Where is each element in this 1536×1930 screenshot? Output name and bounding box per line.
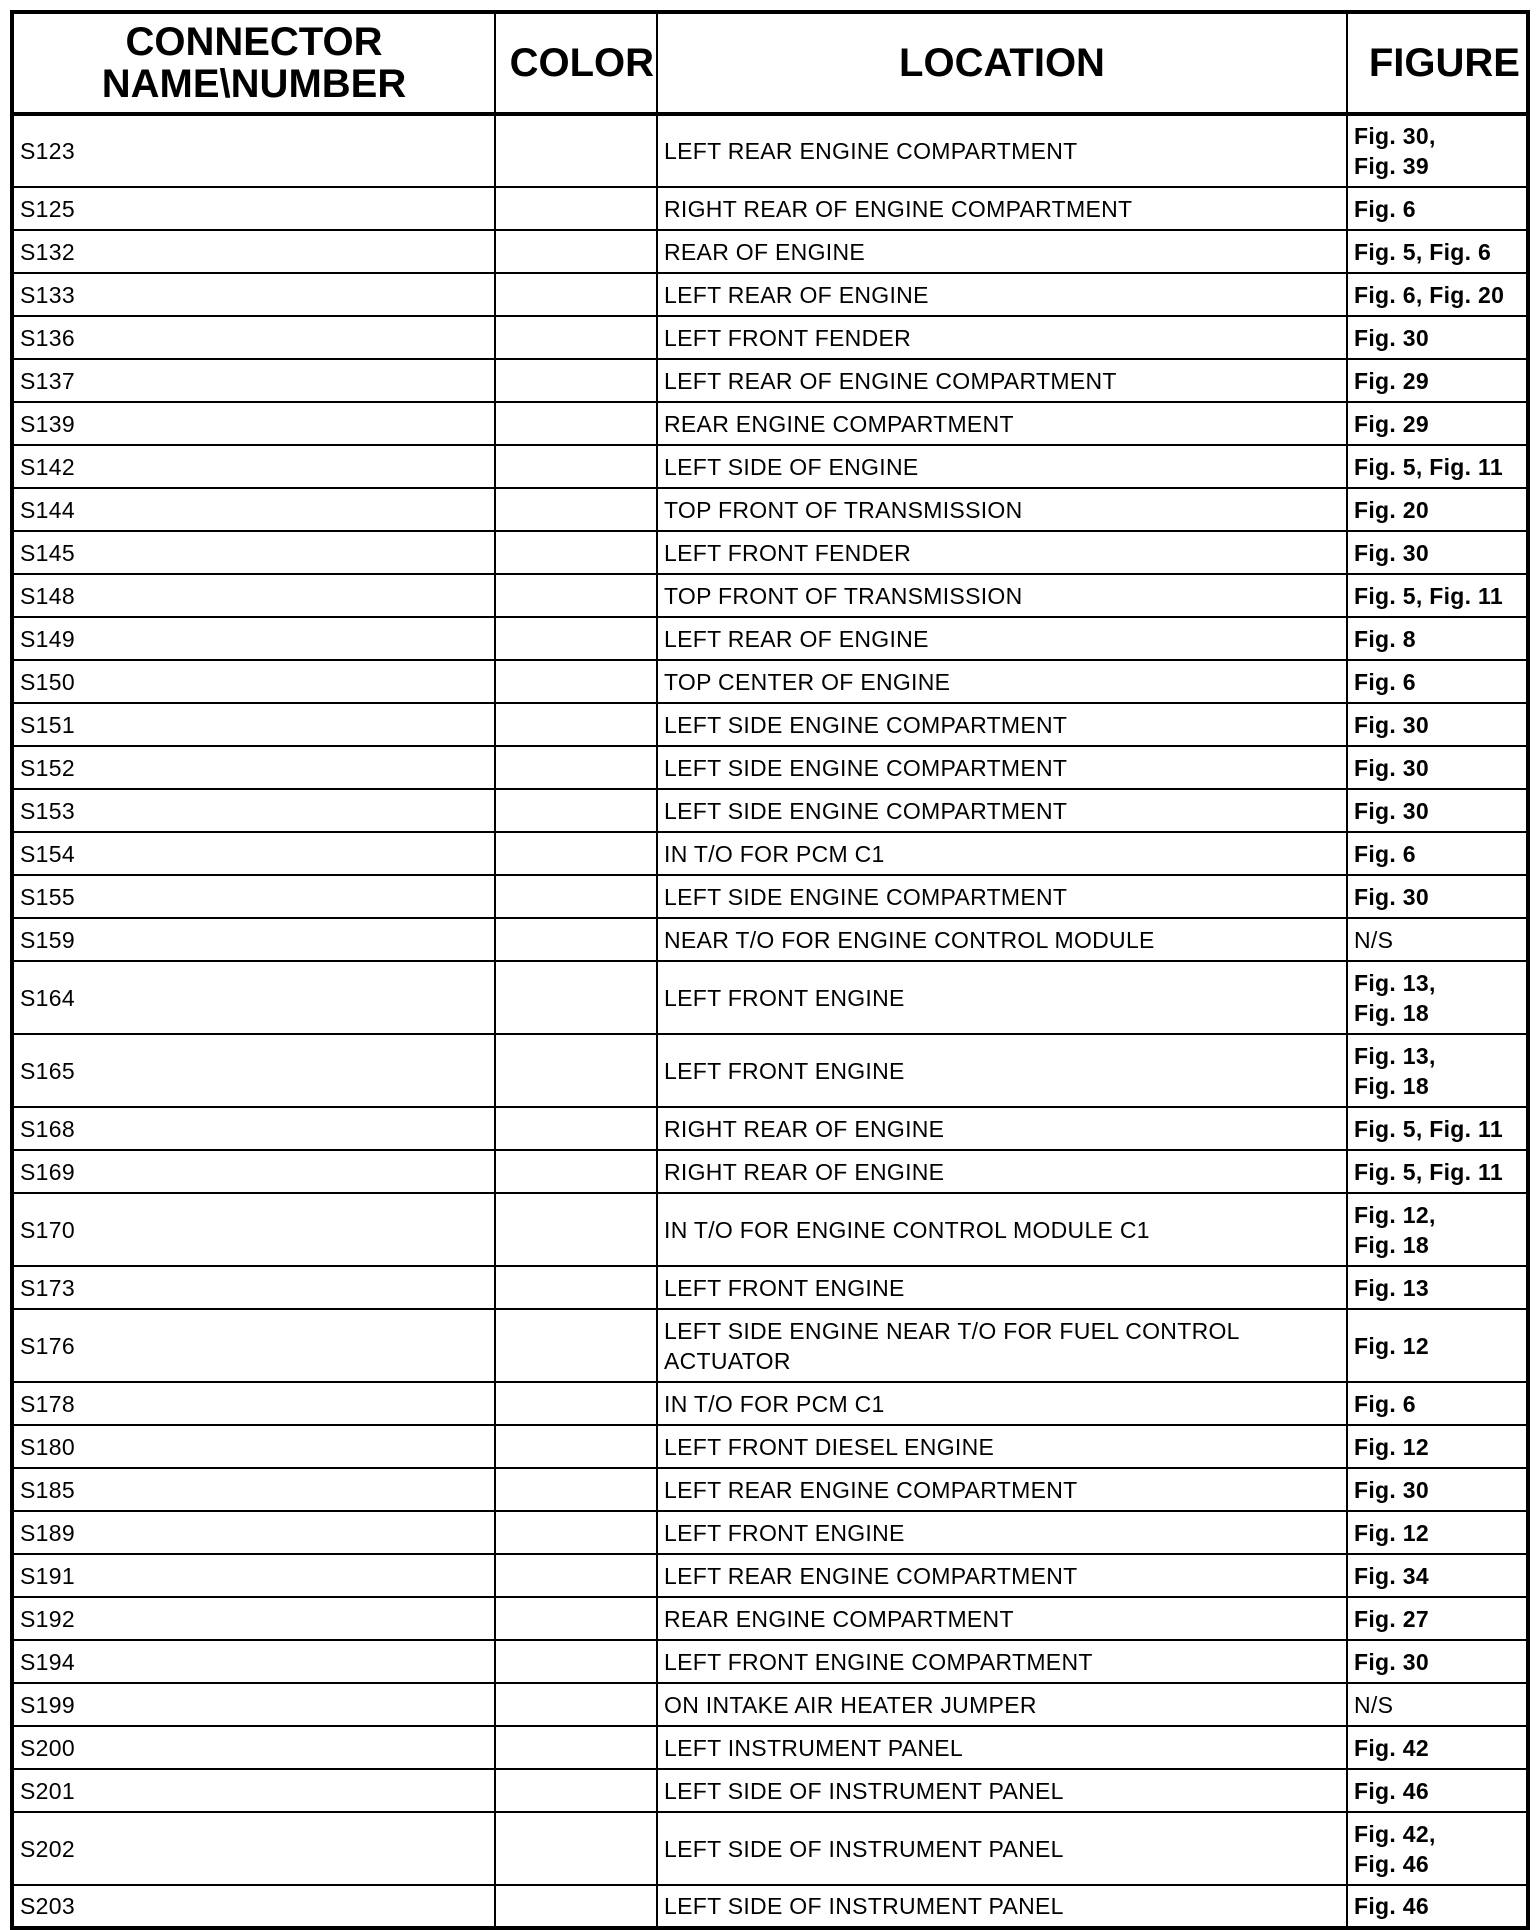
table-row — [12, 1683, 1528, 1726]
location-cell: NEAR T/O FOR ENGINE CONTROL MODULE — [657, 918, 1347, 961]
connector-name-cell: S191 — [12, 1554, 495, 1597]
figure-cell — [1347, 359, 1528, 402]
color-cell — [495, 1726, 657, 1769]
header-connector-line2: NAME\NUMBER — [101, 62, 407, 106]
connector-name-cell: S133 — [12, 273, 495, 316]
figure-ref: Fig. 27 — [1354, 1605, 1429, 1632]
table-row — [12, 660, 1528, 703]
table-row — [12, 1425, 1528, 1468]
figure-cell — [1347, 832, 1528, 875]
color-cell — [495, 187, 657, 230]
figure-ref: Fig. 6 — [1354, 1390, 1416, 1417]
table-header — [12, 12, 1528, 114]
color-cell — [495, 230, 657, 273]
table-row — [12, 703, 1528, 746]
color-cell — [495, 1425, 657, 1468]
connector-name-cell: S185 — [12, 1468, 495, 1511]
figure-ref: Fig. 30 — [1354, 797, 1429, 824]
figure-ref: N/S — [1354, 1691, 1394, 1718]
location-cell: LEFT FRONT ENGINE — [657, 961, 1347, 1034]
connector-name-cell: S152 — [12, 746, 495, 789]
connector-name-cell: S123 — [12, 114, 495, 187]
color-cell — [495, 746, 657, 789]
color-cell — [495, 1309, 657, 1382]
location-cell: LEFT REAR ENGINE COMPARTMENT — [657, 114, 1347, 187]
color-cell — [495, 531, 657, 574]
location-cell: IN T/O FOR PCM C1 — [657, 1382, 1347, 1425]
color-cell — [495, 961, 657, 1034]
location-cell: RIGHT REAR OF ENGINE — [657, 1150, 1347, 1193]
connector-name-cell: S148 — [12, 574, 495, 617]
connector-name-cell: S125 — [12, 187, 495, 230]
figure-cell — [1347, 531, 1528, 574]
color-cell — [495, 617, 657, 660]
color-cell — [495, 789, 657, 832]
figure-ref: Fig. 42 — [1354, 1734, 1429, 1761]
color-cell — [495, 1150, 657, 1193]
figure-ref: Fig. 18 — [1354, 999, 1429, 1026]
figure-ref: Fig. 5, Fig. 11 — [1354, 453, 1503, 480]
location-cell: RIGHT REAR OF ENGINE COMPARTMENT — [657, 187, 1347, 230]
table-row — [12, 531, 1528, 574]
table-row — [12, 1812, 1528, 1885]
connector-name-cell: S142 — [12, 445, 495, 488]
table-row — [12, 187, 1528, 230]
location-cell: LEFT INSTRUMENT PANEL — [657, 1726, 1347, 1769]
color-cell — [495, 1193, 657, 1266]
location-cell: LEFT FRONT ENGINE — [657, 1511, 1347, 1554]
color-cell — [495, 660, 657, 703]
figure-ref: Fig. 30 — [1354, 1476, 1429, 1503]
table-row — [12, 273, 1528, 316]
color-cell — [495, 1640, 657, 1683]
location-cell: TOP FRONT OF TRANSMISSION — [657, 574, 1347, 617]
color-cell — [495, 402, 657, 445]
location-cell: LEFT REAR OF ENGINE COMPARTMENT — [657, 359, 1347, 402]
figure-cell — [1347, 488, 1528, 531]
figure-ref: Fig. 6, Fig. 20 — [1354, 281, 1505, 308]
location-cell: LEFT SIDE OF INSTRUMENT PANEL — [657, 1885, 1347, 1928]
table-row — [12, 574, 1528, 617]
connector-name-cell: S159 — [12, 918, 495, 961]
table-row — [12, 1150, 1528, 1193]
connector-name-cell: S144 — [12, 488, 495, 531]
header-connector-name — [12, 12, 495, 114]
location-cell: REAR ENGINE COMPARTMENT — [657, 402, 1347, 445]
figure-cell — [1347, 1193, 1528, 1266]
figure-ref: Fig. 5, Fig. 11 — [1354, 1158, 1503, 1185]
figure-ref: Fig. 42, — [1354, 1820, 1436, 1847]
location-cell: LEFT FRONT ENGINE — [657, 1034, 1347, 1107]
table-row — [12, 875, 1528, 918]
location-cell: REAR OF ENGINE — [657, 230, 1347, 273]
figure-cell — [1347, 789, 1528, 832]
figure-ref: Fig. 12 — [1354, 1433, 1429, 1460]
header-row — [12, 12, 1528, 114]
color-cell — [495, 832, 657, 875]
color-cell — [495, 1266, 657, 1309]
connector-name-cell: S168 — [12, 1107, 495, 1150]
figure-cell — [1347, 961, 1528, 1034]
figure-ref: Fig. 30 — [1354, 711, 1429, 738]
location-cell: LEFT REAR ENGINE COMPARTMENT — [657, 1468, 1347, 1511]
figure-ref: Fig. 13, — [1354, 969, 1436, 996]
connector-name-cell: S203 — [12, 1885, 495, 1928]
connector-name-cell: S137 — [12, 359, 495, 402]
table-row — [12, 1468, 1528, 1511]
color-cell — [495, 445, 657, 488]
connector-name-cell: S155 — [12, 875, 495, 918]
figure-ref: Fig. 18 — [1354, 1231, 1429, 1258]
table-row — [12, 114, 1528, 187]
table-row — [12, 1266, 1528, 1309]
connector-name-cell: S194 — [12, 1640, 495, 1683]
location-cell: IN T/O FOR ENGINE CONTROL MODULE C1 — [657, 1193, 1347, 1266]
figure-cell — [1347, 1769, 1528, 1812]
connector-name-cell: S201 — [12, 1769, 495, 1812]
color-cell — [495, 1511, 657, 1554]
connector-name-cell: S149 — [12, 617, 495, 660]
connector-name-cell: S200 — [12, 1726, 495, 1769]
connector-name-cell: S154 — [12, 832, 495, 875]
table-row — [12, 1640, 1528, 1683]
connector-name-cell: S189 — [12, 1511, 495, 1554]
color-cell — [495, 1468, 657, 1511]
location-cell: IN T/O FOR PCM C1 — [657, 832, 1347, 875]
figure-cell — [1347, 1511, 1528, 1554]
color-cell — [495, 1554, 657, 1597]
figure-cell — [1347, 1425, 1528, 1468]
figure-ref: Fig. 30 — [1354, 754, 1429, 781]
figure-ref: Fig. 30 — [1354, 324, 1429, 351]
connector-location-table — [10, 10, 1530, 1930]
figure-ref: Fig. 46 — [1354, 1777, 1429, 1804]
figure-cell — [1347, 617, 1528, 660]
location-cell: LEFT SIDE ENGINE COMPARTMENT — [657, 875, 1347, 918]
color-cell — [495, 703, 657, 746]
table-row — [12, 402, 1528, 445]
location-cell: LEFT REAR OF ENGINE — [657, 273, 1347, 316]
connector-name-cell: S178 — [12, 1382, 495, 1425]
color-cell — [495, 114, 657, 187]
color-cell — [495, 1812, 657, 1885]
location-cell: LEFT SIDE OF INSTRUMENT PANEL — [657, 1812, 1347, 1885]
figure-cell — [1347, 1597, 1528, 1640]
figure-cell — [1347, 114, 1528, 187]
figure-ref: Fig. 20 — [1354, 496, 1429, 523]
table-row — [12, 789, 1528, 832]
table-row — [12, 359, 1528, 402]
figure-ref: Fig. 30 — [1354, 883, 1429, 910]
color-cell — [495, 1034, 657, 1107]
table-row — [12, 1726, 1528, 1769]
table-row — [12, 1309, 1528, 1382]
color-cell — [495, 1107, 657, 1150]
figure-cell — [1347, 187, 1528, 230]
figure-cell — [1347, 316, 1528, 359]
location-cell: LEFT FRONT ENGINE — [657, 1266, 1347, 1309]
figure-ref: Fig. 46 — [1354, 1893, 1429, 1919]
location-cell: TOP CENTER OF ENGINE — [657, 660, 1347, 703]
table-row — [12, 316, 1528, 359]
figure-cell — [1347, 1034, 1528, 1107]
figure-cell — [1347, 230, 1528, 273]
table-row — [12, 961, 1528, 1034]
figure-ref: Fig. 5, Fig. 11 — [1354, 582, 1503, 609]
table-row — [12, 1554, 1528, 1597]
color-cell — [495, 1885, 657, 1928]
color-cell — [495, 273, 657, 316]
figure-ref: Fig. 30 — [1354, 1648, 1429, 1675]
figure-ref: Fig. 6 — [1354, 840, 1416, 867]
figure-ref: Fig. 30, — [1354, 123, 1436, 149]
figure-ref: Fig. 13 — [1354, 1274, 1429, 1301]
connector-name-cell: S136 — [12, 316, 495, 359]
figure-cell — [1347, 445, 1528, 488]
connector-name-cell: S151 — [12, 703, 495, 746]
header-location: LOCATION — [657, 12, 1347, 114]
figure-ref: Fig. 34 — [1354, 1562, 1429, 1589]
figure-ref: Fig. 46 — [1354, 1850, 1429, 1877]
figure-cell — [1347, 746, 1528, 789]
color-cell — [495, 918, 657, 961]
location-cell: LEFT REAR ENGINE COMPARTMENT — [657, 1554, 1347, 1597]
connector-name-cell: S150 — [12, 660, 495, 703]
figure-ref: Fig. 13, — [1354, 1042, 1436, 1069]
location-cell: TOP FRONT OF TRANSMISSION — [657, 488, 1347, 531]
figure-cell — [1347, 402, 1528, 445]
figure-cell — [1347, 1683, 1528, 1726]
color-cell — [495, 1597, 657, 1640]
color-cell — [495, 316, 657, 359]
color-cell — [495, 1769, 657, 1812]
location-cell: LEFT SIDE ENGINE COMPARTMENT — [657, 746, 1347, 789]
table-row — [12, 617, 1528, 660]
table-row — [12, 1034, 1528, 1107]
table-body — [12, 114, 1528, 1928]
figure-ref: Fig. 6 — [1354, 195, 1416, 222]
figure-cell — [1347, 1885, 1528, 1928]
figure-cell — [1347, 1640, 1528, 1683]
color-cell — [495, 574, 657, 617]
connector-name-cell: S165 — [12, 1034, 495, 1107]
figure-ref: Fig. 6 — [1354, 668, 1416, 695]
figure-ref: Fig. 29 — [1354, 367, 1429, 394]
location-cell: RIGHT REAR OF ENGINE — [657, 1107, 1347, 1150]
table-row — [12, 918, 1528, 961]
figure-cell — [1347, 273, 1528, 316]
location-cell: LEFT SIDE ENGINE NEAR T/O FOR FUEL CONTROL ACTUATOR — [657, 1309, 1347, 1382]
color-cell — [495, 488, 657, 531]
connector-name-cell: S199 — [12, 1683, 495, 1726]
figure-ref: Fig. 12 — [1354, 1332, 1429, 1359]
connector-name-cell: S170 — [12, 1193, 495, 1266]
figure-cell — [1347, 1468, 1528, 1511]
table-row — [12, 746, 1528, 789]
figure-cell — [1347, 1812, 1528, 1885]
color-cell — [495, 359, 657, 402]
location-cell: LEFT SIDE OF INSTRUMENT PANEL — [657, 1769, 1347, 1812]
figure-cell — [1347, 660, 1528, 703]
figure-ref: N/S — [1354, 926, 1394, 953]
connector-name-cell: S132 — [12, 230, 495, 273]
location-cell: LEFT SIDE OF ENGINE — [657, 445, 1347, 488]
table-row — [12, 488, 1528, 531]
figure-ref: Fig. 5, Fig. 11 — [1354, 1115, 1503, 1142]
connector-name-cell: S153 — [12, 789, 495, 832]
table-row — [12, 1193, 1528, 1266]
figure-ref: Fig. 12, — [1354, 1201, 1436, 1228]
connector-name-cell: S180 — [12, 1425, 495, 1468]
header-figure: FIGURE — [1347, 12, 1528, 114]
location-cell: LEFT SIDE ENGINE COMPARTMENT — [657, 703, 1347, 746]
figure-cell — [1347, 1382, 1528, 1425]
figure-cell — [1347, 703, 1528, 746]
header-connector-line1: CONNECTOR — [125, 20, 383, 64]
figure-ref: Fig. 5, Fig. 6 — [1354, 238, 1492, 265]
figure-ref: Fig. 30 — [1354, 539, 1429, 566]
table-row — [12, 832, 1528, 875]
figure-ref: Fig. 8 — [1354, 625, 1416, 652]
figure-ref: Fig. 39 — [1354, 153, 1429, 179]
location-cell: LEFT FRONT FENDER — [657, 531, 1347, 574]
location-cell: LEFT FRONT ENGINE COMPARTMENT — [657, 1640, 1347, 1683]
table-row — [12, 230, 1528, 273]
table-row — [12, 1769, 1528, 1812]
color-cell — [495, 875, 657, 918]
figure-cell — [1347, 574, 1528, 617]
location-cell: LEFT REAR OF ENGINE — [657, 617, 1347, 660]
location-cell: LEFT SIDE ENGINE COMPARTMENT — [657, 789, 1347, 832]
table-row — [12, 1885, 1528, 1928]
color-cell — [495, 1683, 657, 1726]
figure-cell — [1347, 1554, 1528, 1597]
location-cell: LEFT FRONT FENDER — [657, 316, 1347, 359]
figure-ref: Fig. 12 — [1354, 1519, 1429, 1546]
figure-cell — [1347, 1309, 1528, 1382]
color-cell — [495, 1382, 657, 1425]
table-row — [12, 1597, 1528, 1640]
location-cell: LEFT FRONT DIESEL ENGINE — [657, 1425, 1347, 1468]
location-cell: ON INTAKE AIR HEATER JUMPER — [657, 1683, 1347, 1726]
table-row — [12, 1511, 1528, 1554]
figure-cell — [1347, 1266, 1528, 1309]
connector-name-cell: S145 — [12, 531, 495, 574]
connector-name-cell: S139 — [12, 402, 495, 445]
figure-cell — [1347, 875, 1528, 918]
figure-cell — [1347, 1726, 1528, 1769]
figure-cell — [1347, 1107, 1528, 1150]
connector-name-cell: S173 — [12, 1266, 495, 1309]
figure-ref: Fig. 29 — [1354, 410, 1429, 437]
figure-cell — [1347, 918, 1528, 961]
location-cell: REAR ENGINE COMPARTMENT — [657, 1597, 1347, 1640]
header-color: COLOR — [495, 12, 657, 114]
connector-name-cell: S176 — [12, 1309, 495, 1382]
connector-name-cell: S169 — [12, 1150, 495, 1193]
table-row — [12, 1382, 1528, 1425]
connector-name-cell: S164 — [12, 961, 495, 1034]
connector-name-cell: S192 — [12, 1597, 495, 1640]
table-row — [12, 445, 1528, 488]
figure-cell — [1347, 1150, 1528, 1193]
table-row — [12, 1107, 1528, 1150]
connector-name-cell: S202 — [12, 1812, 495, 1885]
figure-ref: Fig. 18 — [1354, 1072, 1429, 1099]
